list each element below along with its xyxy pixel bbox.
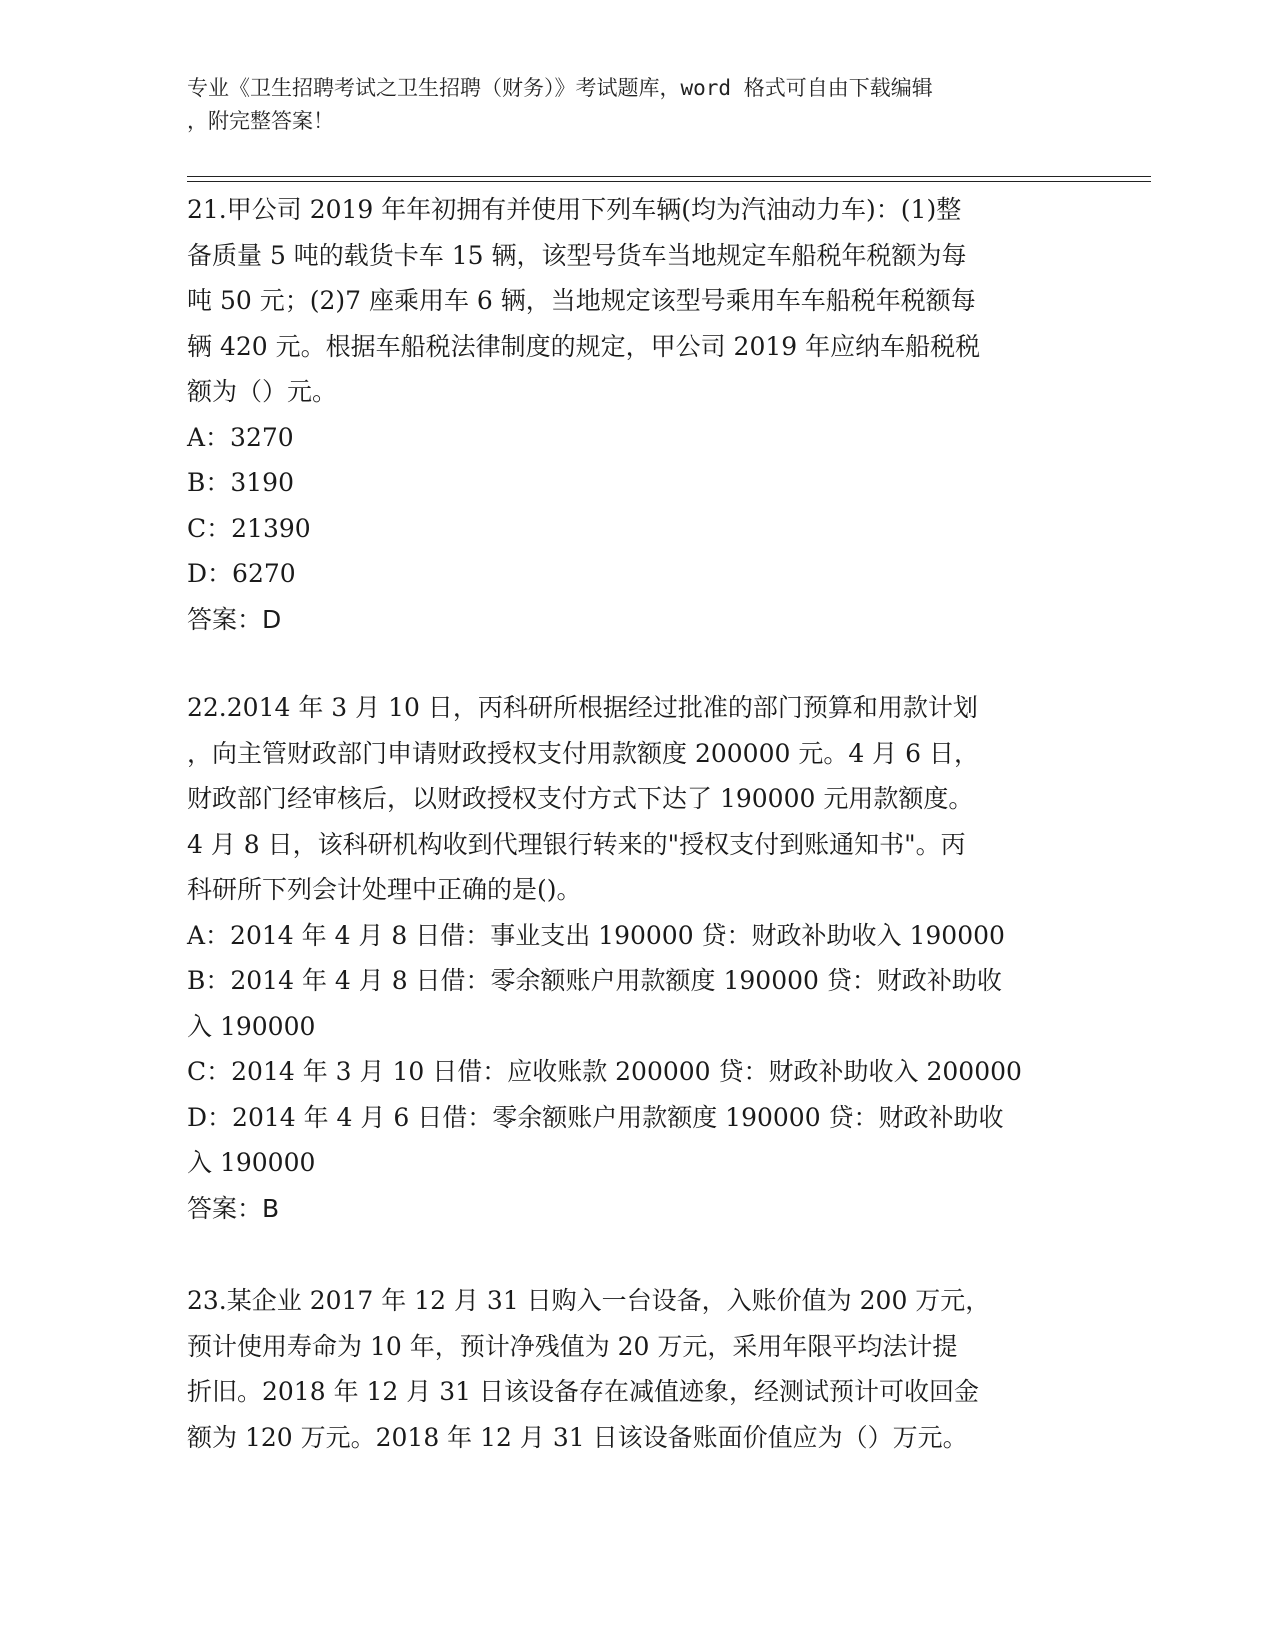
question-stem-line: ，向主管财政部门申请财政授权支付用款额度 200000 元。4 月 6 日， bbox=[187, 738, 979, 768]
question-21 bbox=[187, 187, 1087, 642]
header-line: ，附完整答案！ bbox=[187, 109, 334, 133]
question-stem-line: 预计使用寿命为 10 年，预计净残值为 20 万元，采用年限平均法计提 bbox=[187, 1331, 958, 1361]
question-stem-line: 科研所下列会计处理中正确的是()。 bbox=[187, 875, 582, 904]
question-23 bbox=[187, 1278, 1087, 1460]
question-stem-line: 22.2014 年 3 月 10 日，丙科研所根据经过批准的部门预算和用款计划 bbox=[187, 693, 978, 722]
option-a: A：3270 bbox=[187, 422, 294, 452]
option-b: B：3190 bbox=[187, 468, 294, 497]
option-b-continued: 入 190000 bbox=[187, 1011, 316, 1041]
option-b: B：2014 年 4 月 8 日借：零余额账户用款额度 190000 贷：财政补助收 bbox=[187, 966, 1002, 995]
question-stem-line: 额为 120 万元。2018 年 12 月 31 日该设备账面价值应为（）万元。 bbox=[187, 1422, 968, 1452]
header-line: 专业《卫生招聘考试之卫生招聘（财务）》考试题库，word 格式可自由下载编辑 bbox=[187, 76, 933, 100]
question-22 bbox=[187, 685, 1087, 1231]
question-stem-line: 4 月 8 日，该科研机构收到代理银行转来的"授权支付到账通知书"。丙 bbox=[187, 829, 966, 859]
question-stem-line: 辆 420 元。根据车船税法律制度的规定，甲公司 2019 年应纳车船税税 bbox=[187, 331, 981, 361]
header-divider bbox=[187, 181, 1151, 182]
option-c: C：2014 年 3 月 10 日借：应收账款 200000 贷：财政补助收入 200000 bbox=[187, 1057, 1022, 1086]
answer-line: 答案：D bbox=[187, 604, 282, 634]
answer-line: 答案：B bbox=[187, 1193, 280, 1223]
question-stem-line: 21.甲公司 2019 年年初拥有并使用下列车辆(均为汽油动力车)：(1)整 bbox=[187, 195, 962, 224]
header-divider bbox=[187, 176, 1151, 177]
question-stem-line: 额为（）元。 bbox=[187, 377, 338, 406]
option-d-continued: 入 190000 bbox=[187, 1148, 316, 1177]
question-stem-line: 财政部门经审核后，以财政授权支付方式下达了 190000 元用款额度。 bbox=[187, 784, 974, 813]
option-d: D：2014 年 4 月 6 日借：零余额账户用款额度 190000 贷：财政补助收 bbox=[187, 1102, 1004, 1132]
option-a: A：2014 年 4 月 8 日借：事业支出 190000 贷：财政补助收入 190000 bbox=[187, 920, 1005, 950]
option-c: C：21390 bbox=[187, 513, 311, 543]
option-d: D：6270 bbox=[187, 559, 296, 588]
document-header bbox=[187, 72, 1087, 138]
question-stem-line: 备质量 5 吨的载货卡车 15 辆，该型号货车当地规定车船税年税额为每 bbox=[187, 240, 967, 270]
question-stem-line: 23.某企业 2017 年 12 月 31 日购入一台设备，入账价值为 200 万元， bbox=[187, 1286, 991, 1315]
question-stem-line: 吨 50 元；(2)7 座乘用车 6 辆，当地规定该型号乘用车车船税年税额每 bbox=[187, 286, 976, 315]
question-stem-line: 折旧。2018 年 12 月 31 日该设备存在减值迹象，经测试预计可收回金 bbox=[187, 1377, 979, 1406]
